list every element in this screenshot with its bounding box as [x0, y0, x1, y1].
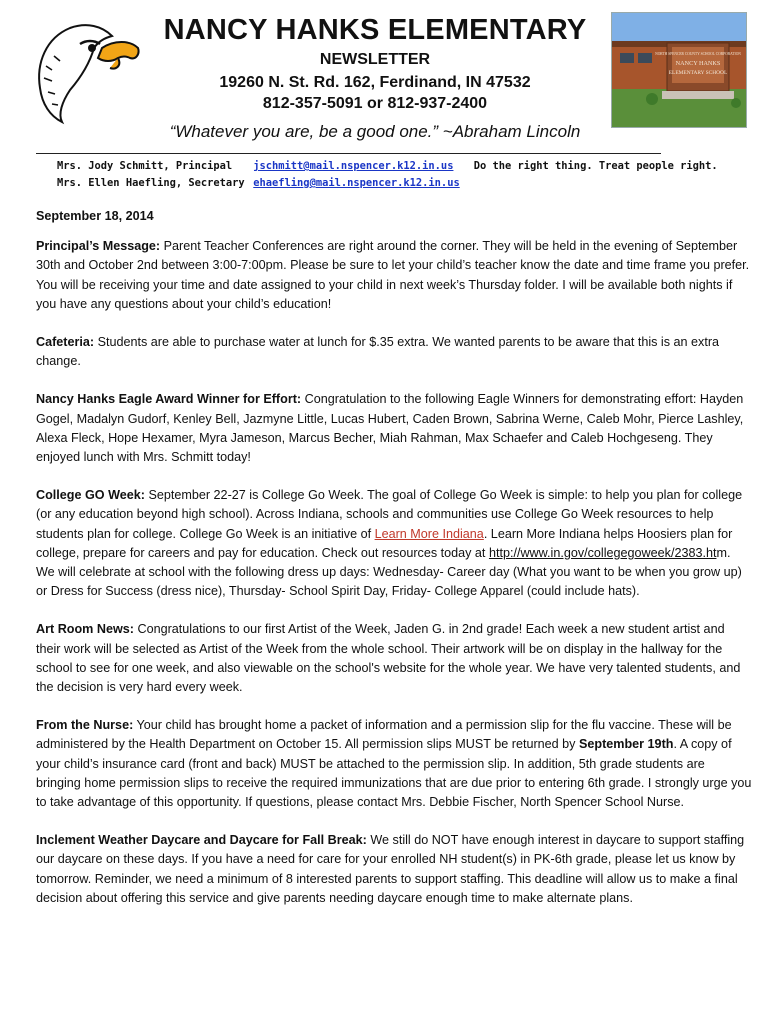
section-heading: Nancy Hanks Eagle Award Winner for Effort:	[36, 392, 302, 407]
principal-email-link[interactable]: jschmitt@mail.nspencer.k12.in.us	[253, 160, 454, 172]
section-text: Your child has brought home a packet of information and a permission slip for the flu vaccine. These will be administered by the Health Department on October 15. All permission slips MUST be returned by	[36, 718, 732, 752]
newsletter-body	[36, 207, 752, 927]
section-text: . A copy of your child’s insurance card (front and back) MUST be attached to the permission slip. In addition, 5th grade students are bringing home permission slips to receive the required immunizations that are due prior to entering 6th grade. I strongly urge you to take advantage of this opportunity. If questions, please contact Mrs. Debbie Fischer, North Spencer School Nurse.	[36, 737, 752, 810]
section-heading: Cafeteria:	[36, 335, 95, 350]
section-principal	[36, 237, 752, 314]
section-text: Congratulations to our first Artist of the Week, Jaden G. in 2nd grade! Each week a new student artist and their work will be selected as Artist of the Week from the whole school. Their artwork will be on display in the hallway for the school to see for one week, and also viewable on the school's website for the whole year. We have very talented students, and the decision is very hard every week.	[36, 622, 741, 695]
section-daycare	[36, 831, 752, 908]
newsletter-label: NEWSLETTER	[319, 51, 431, 68]
college-go-week-url-link[interactable]: http://www.in.gov/collegegoweek/2383.ht	[488, 545, 717, 560]
section-text: m. We will celebrate at school with the following dress up days: Wednesday- Career day (What you want to be when you grow up) or Dress for Success (dress nice), Thursday- School Spirit Day, Friday- College Apparel (could include hats).	[36, 545, 742, 599]
section-text: We still do NOT have enough interest in daycare to support staffing our daycare on these days. If you have a need for care for your enrolled NH student(s) in PK-6th grade, please let us know by tomorrow. Reminder, we need a minimum of 8 interested parents to support staffing. This deadline will allow us to make a final decision about offering this service and give parents needing daycare enough time to make alternate plans.	[36, 833, 745, 905]
section-heading: Art Room News:	[36, 622, 134, 637]
secretary-email-link[interactable]: ehaefling@mail.nspencer.k12.in.us	[253, 177, 460, 189]
lincoln-quote: “Whatever you are, be a good one.” ~Abraham Lincoln	[169, 122, 581, 141]
school-photo	[611, 12, 747, 128]
school-phones: 812-357-5091 or 812-937-2400	[262, 95, 488, 112]
staff-name: Mrs. Ellen Haefling, Secretary	[57, 177, 245, 189]
newsletter-date: September 18, 2014	[36, 209, 154, 223]
section-heading: College GO Week:	[36, 488, 145, 503]
section-heading: Principal’s Message:	[36, 239, 161, 254]
section-cafeteria	[36, 333, 752, 371]
section-heading: From the Nurse:	[36, 718, 134, 733]
staff-row-principal	[57, 158, 757, 175]
photo-sign-line3: ELEMENTARY SCHOOL	[668, 70, 728, 76]
section-heading: Inclement Weather Daycare and Daycare for Fall Break:	[36, 833, 367, 848]
school-motto: Do the right thing. Treat people right.	[473, 160, 718, 172]
deadline-date: September 19th	[578, 737, 674, 752]
school-title: NANCY HANKS ELEMENTARY	[163, 14, 587, 46]
school-address: 19260 N. St. Rd. 162, Ferdinand, IN 47532	[219, 74, 531, 91]
section-text: September 22-27 is College Go Week. The goal of College Go Week is simple: to help you plan for college (or any education beyond high school). Across Indiana, schools and communities use College Go Week resources to help students plan for college. College Go Week is an initiative of	[36, 488, 743, 541]
section-text: . Learn More Indiana helps Hoosiers plan for college, prepare for careers and pay for education. Check out resources today at	[36, 526, 733, 560]
photo-sign-line2: NANCY HANKS	[675, 60, 721, 67]
eagle-mascot-icon	[32, 18, 142, 128]
section-text: Students are able to purchase water at lunch for $.35 extra. We wanted parents to be aware that this is an extra change.	[36, 335, 720, 369]
staff-row-secretary	[57, 175, 757, 192]
section-text: Parent Teacher Conferences are right around the corner. They will be held in the evening of September 30th and October 2nd between 3:00-7:00pm. Please be sure to let your child’s teacher know the date and time frame you prefer. You will be receiving your time and date assigned to your child in next week’s Thursday folder. I will be available both nights if you have any questions about your child’s education!	[36, 239, 750, 311]
newsletter-header	[0, 0, 768, 150]
section-art-room	[36, 620, 752, 697]
photo-sign-line1: NORTH SPENCER COUNTY SCHOOL CORPORATION	[655, 52, 741, 56]
section-nurse	[36, 716, 752, 812]
staff-directory	[57, 158, 757, 192]
learn-more-indiana-link[interactable]: Learn More Indiana	[374, 526, 484, 541]
section-eagle-award	[36, 390, 752, 467]
section-text: Congratulation to the following Eagle Winners for demonstrating effort: Hayden Gogel, Madalyn Gudorf, Kenley Bell, Jazmyne Little, Lucas Hubert, Caden Brown, Sabrina Werne, Caleb Mohr, Pierce Lashley, Alexa Fleck, Hope Hexamer, Myra Jameson, Marcus Becher, Miah Rahman, Max Schaefer and Caleb Hochgeseng. They enjoyed lunch with Mrs. Schmitt today!	[36, 392, 744, 465]
staff-name: Mrs. Jody Schmitt, Principal	[57, 160, 233, 172]
header-divider	[36, 153, 661, 154]
section-college-go-week	[36, 486, 752, 601]
